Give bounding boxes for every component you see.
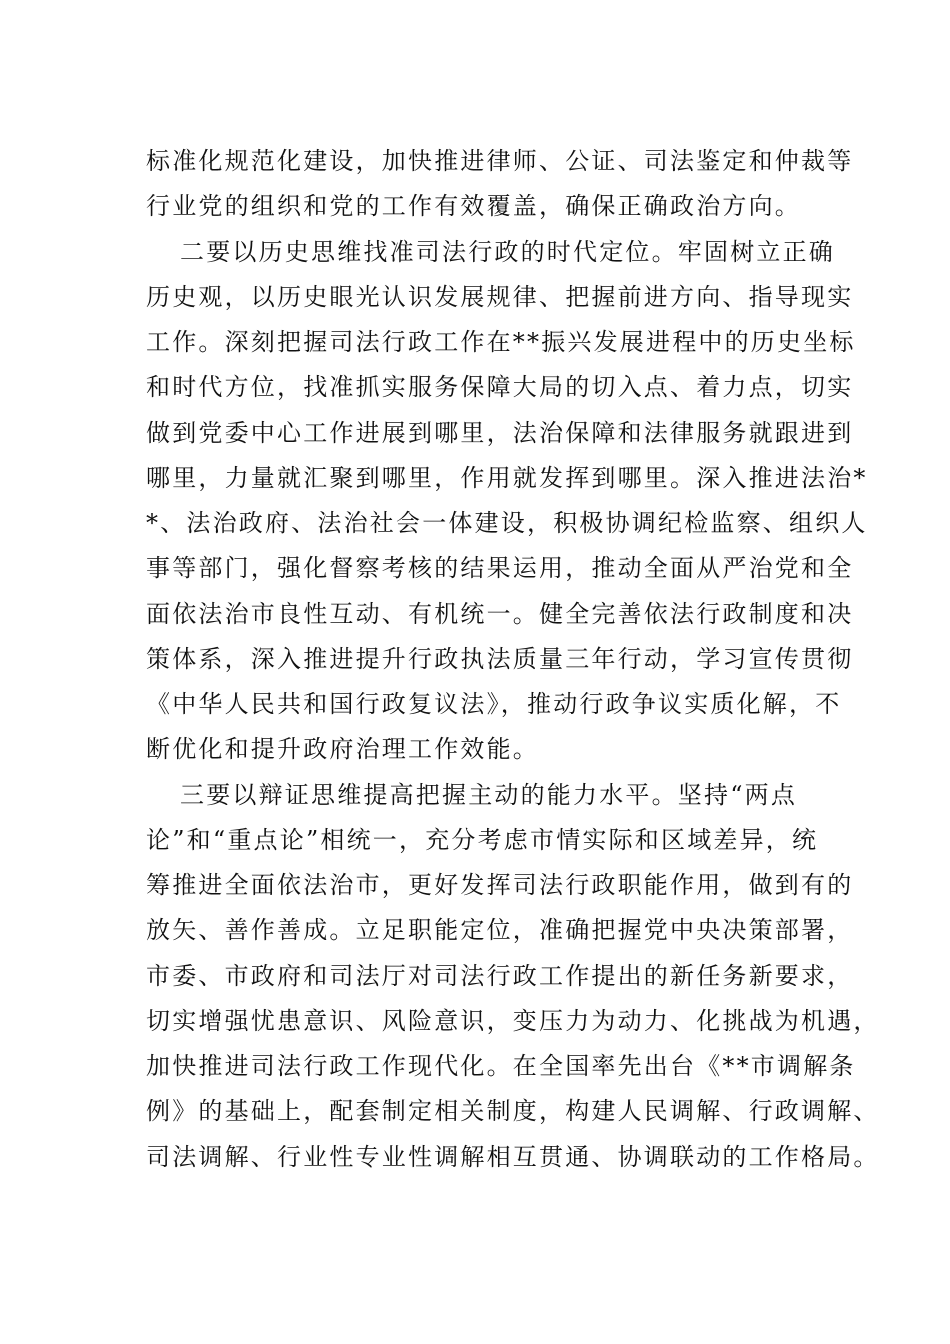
text-line: 加快推进司法行政工作现代化。在全国率先出台《**市调解条 <box>146 1052 856 1080</box>
text-line: 事等部门，强化督察考核的结果运用，推动全面从严治党和全 <box>146 554 854 582</box>
text-line: 放矢、善作善成。立足职能定位，准确把握党中央决策部署， <box>146 916 854 944</box>
text-line: 论”和“重点论”相统一，充分考虑市情实际和区域差异，统 <box>146 826 819 854</box>
text-line: 行业党的组织和党的工作有效覆盖，确保正确政治方向。 <box>146 192 801 220</box>
text-line: 市委、市政府和司法厅对司法行政工作提出的新任务新要求， <box>146 962 854 990</box>
text-line: 和时代方位，找准抓实服务保障大局的切入点、着力点，切实 <box>146 373 854 401</box>
text-line: 策体系，深入推进提升行政执法质量三年行动，学习宣传贯彻 <box>146 645 854 673</box>
text-line: 《中华人民共和国行政复议法》，推动行政争议实质化解，不 <box>146 690 842 718</box>
text-line: 工作。深刻把握司法行政工作在**振兴发展进程中的历史坐标 <box>146 328 856 356</box>
text-line: 面依法治市良性互动、有机统一。健全完善依法行政制度和决 <box>146 600 854 628</box>
text-line: 例》的基础上，配套制定相关制度，构建人民调解、行政调解、 <box>146 1097 880 1125</box>
text-line: 历史观，以历史眼光认识发展规律、把握前进方向、指导现实 <box>146 283 854 311</box>
paragraph-2-first-line: 二要以历史思维找准司法行政的时代定位。牢固树立正确 <box>180 238 835 266</box>
text-line: 标准化规范化建设，加快推进律师、公证、司法鉴定和仲裁等 <box>146 147 854 175</box>
text-line: *、法治政府、法治社会一体建设，积极协调纪检监察、组织人 <box>146 509 868 537</box>
text-line: 筹推进全面依法治市，更好发挥司法行政职能作用，做到有的 <box>146 871 854 899</box>
text-line: 司法调解、行业性专业性调解相互贯通、协调联动的工作格局。 <box>146 1143 880 1171</box>
text-line: 哪里，力量就汇聚到哪里，作用就发挥到哪里。深入推进法治* <box>146 464 868 492</box>
text-line: 断优化和提升政府治理工作效能。 <box>146 735 539 763</box>
paragraph-3-first-line: 三要以辩证思维提高把握主动的能力水平。坚持“两点 <box>180 781 798 809</box>
text-line: 做到党委中心工作进展到哪里，法治保障和法律服务就跟进到 <box>146 419 854 447</box>
text-line: 切实增强忧患意识、风险意识，变压力为动力、化挑战为机遇， <box>146 1007 880 1035</box>
